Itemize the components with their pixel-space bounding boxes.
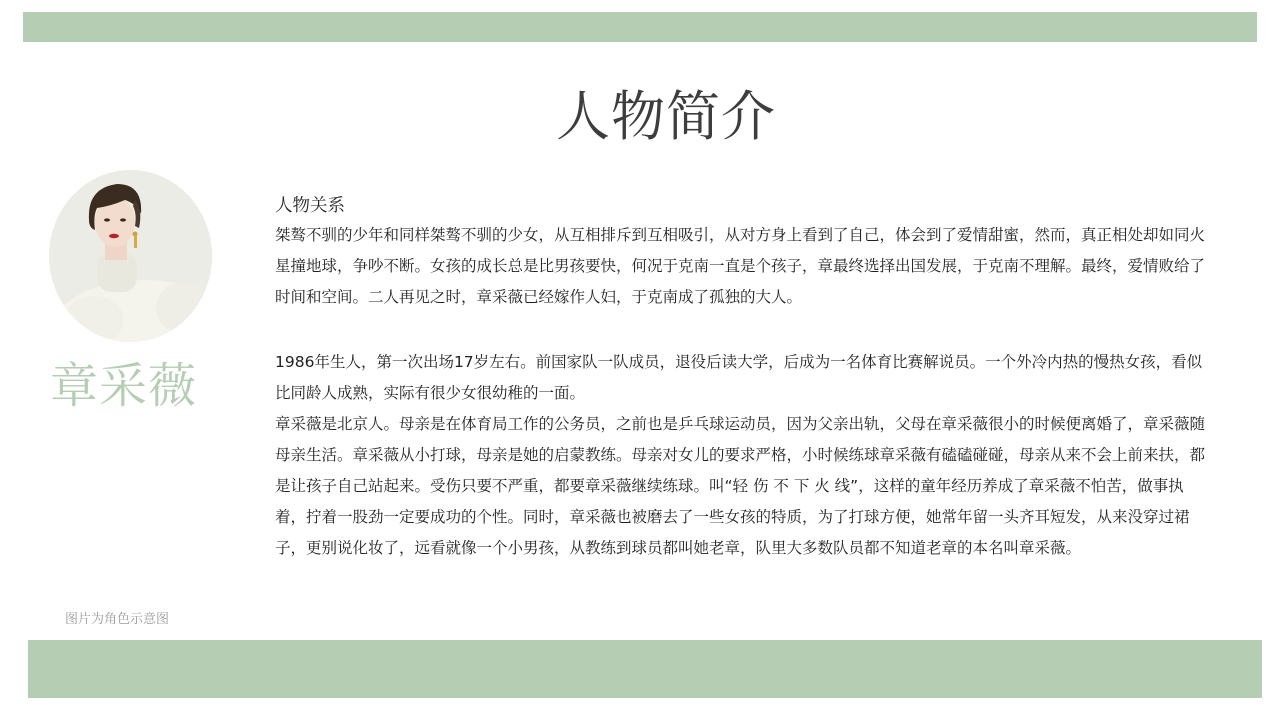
portrait-illustration — [49, 170, 212, 342]
relation-paragraph: 桀骜不驯的少年和同样桀骜不驯的少女，从互相排斥到互相吸引，从对方身上看到了自己，体会到了爱情甜蜜，然而，真正相处却如同火星撞地球，争吵不断。女孩的成长总是比男孩要快，何况于克南一直是个孩子，章最终选择出国发展，于克南不理解。最终，爱情败给了时间和空间。二人再见之时，章采薇已经嫁作人妇，于克南成了孤独的大人。 — [275, 226, 1206, 306]
page-title: 人物简介 — [556, 85, 776, 148]
bottom-decor-bar — [28, 640, 1262, 698]
image-caption: 图片为角色示意图 — [65, 612, 170, 627]
top-decor-bar — [23, 12, 1257, 42]
bio-paragraph-1: 1986年生人，第一次出场17岁左右。前国家队一队成员，退役后读大学，后成为一名体育比赛解说员。一个外冷内热的慢热女孩，看似比同龄人成熟，实际有很少女很幼稚的一面。 — [275, 353, 1203, 402]
character-name: 章采薇 — [50, 358, 198, 414]
bio-paragraph-2: 章采薇是北京人。母亲是在体育局工作的公务员，之前也是乒乓球运动员，因为父亲出轨，父母在章采薇很小的时候便离婚了，章采薇随母亲生活。章采薇从小打球，母亲是她的启蒙教练。母亲对女儿的要求严格，小时候练球章采薇有磕磕碰碰，母亲从来不会上前来扶，都是让孩子自己站起来。受伤只要不严重，都要章采薇继续练球。叫“轻 伤 不 下 火 线”，这样的童年经历养成了章采薇不怕苦，做事执着，拧着一股劲一定要成功的个性。同时，章采薇也被磨去了一些女孩的特质，为了打球方便，她常年留一头齐耳短发，从来没穿过裙子，更别说化妆了，远看就像一个小男孩，从教练到球员都叫她老章，队里大多数队员都不知道老章的本名叫章采薇。 — [275, 415, 1206, 557]
bio-section — [275, 347, 1205, 564]
character-portrait — [49, 170, 212, 342]
relation-heading: 人物关系 — [275, 196, 345, 216]
